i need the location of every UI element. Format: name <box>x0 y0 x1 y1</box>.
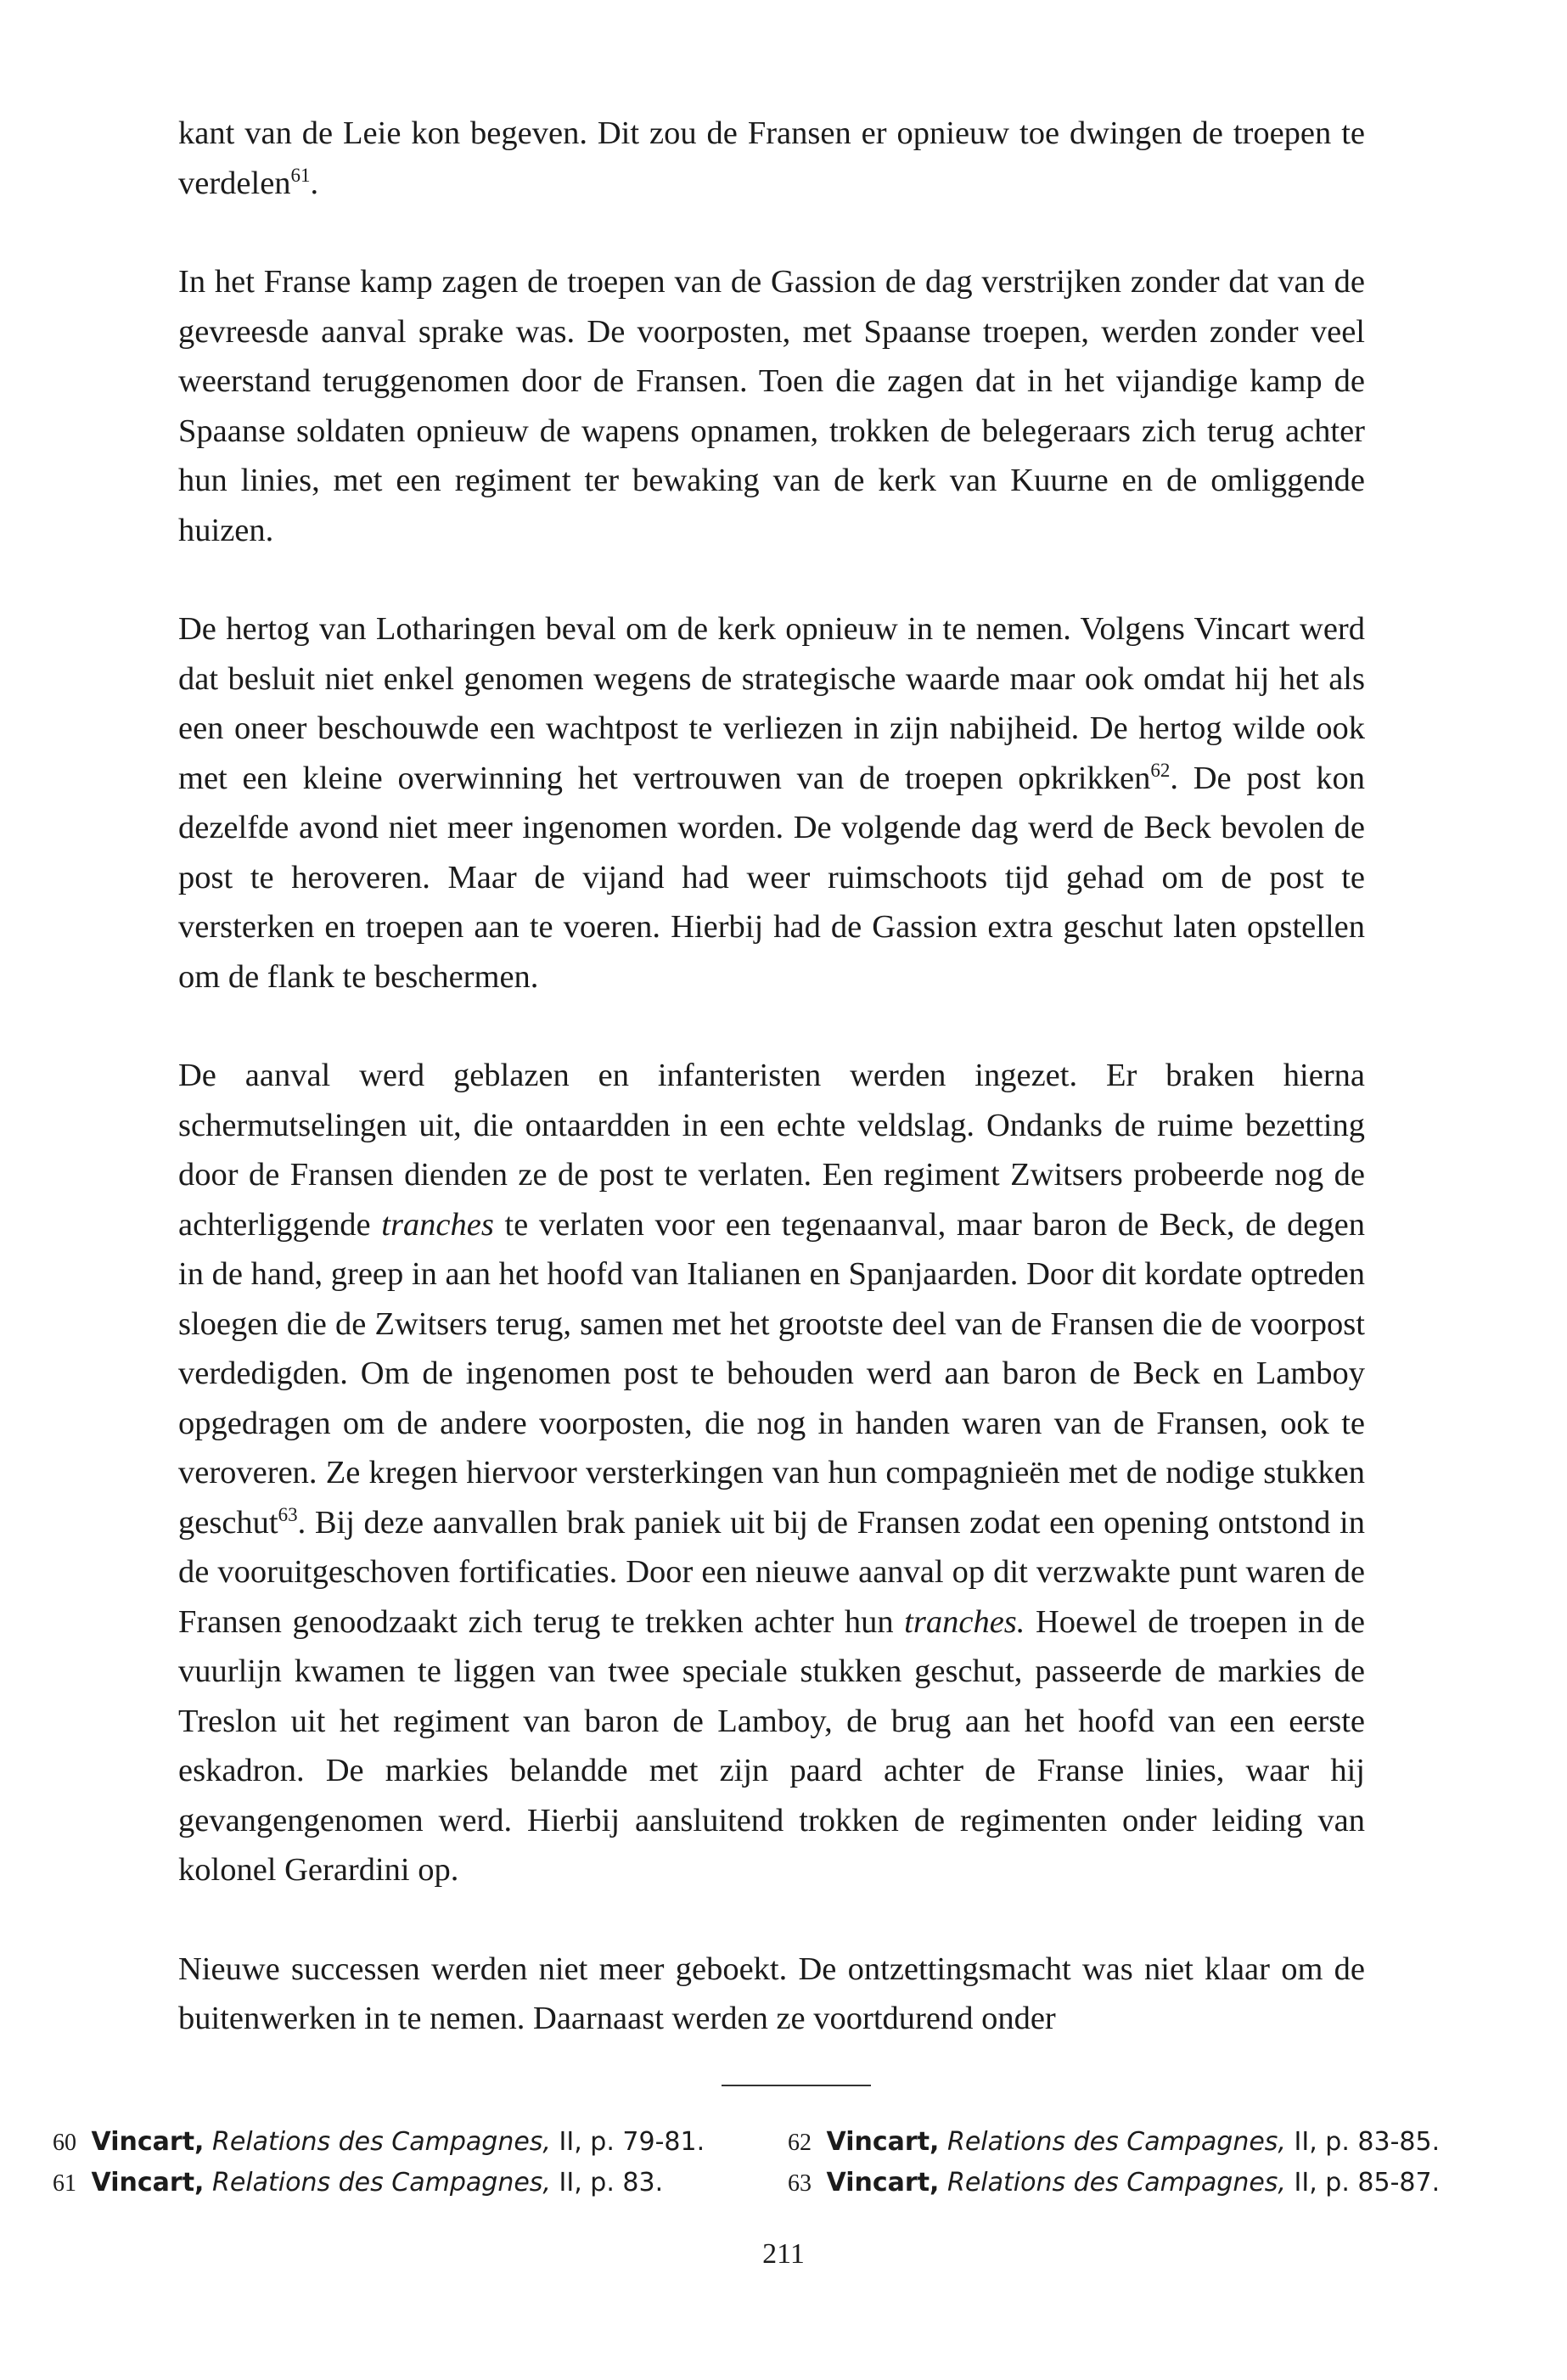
text-run: De hertog van Lotharingen beval om de kerk opnieuw in te nemen. Volgens Vincart werd dat besluit niet enkel genomen wegens de strategische waarde maar ook omdat hij het als een oneer beschouwde een wachtpost te verliezen in zijn nabijheid. De hertog wilde ook met een kleine overwinning het vertrouwen van de troepen opkrikken <box>178 611 1365 796</box>
text-run: . De post kon dezelfde avond niet meer ingenomen worden. De volgende dag werd de Beck bevolen de post te heroveren. Maar de vijand had weer ruimschoots tijd gehad om de post te versterken en troepen aan te voeren. Hierbij had de Gassion extra geschut laten opstellen om de flank te beschermen. <box>178 760 1365 995</box>
footnote-number: 61 <box>53 2170 76 2197</box>
footnote-63 <box>788 2166 1440 2201</box>
footnote-62 <box>788 2125 1440 2160</box>
text-run: . Bij deze aanvallen brak paniek uit bij de Fransen zodat een opening ontstond in de vooruitgeschoven fortificaties. Door een nieuwe aanval op dit verzwakte punt waren de Fransen genoodzaakt zich terug te trekken achter hun <box>178 1504 1365 1640</box>
italic-term: tranches. <box>904 1603 1025 1640</box>
footnote-title: Relations des Campagnes, <box>946 2168 1286 2198</box>
footnote-author: Vincart, <box>826 2127 940 2157</box>
footnote-number: 60 <box>53 2130 76 2156</box>
text-run: kant van de Leie kon begeven. Dit zou de Fransen er opnieuw toe dwingen de troepen te verdelen <box>178 115 1365 201</box>
footnote-divider <box>722 2085 871 2086</box>
footnote-number: 62 <box>788 2130 812 2156</box>
page-number: 211 <box>762 2238 805 2270</box>
footnote-author: Vincart, <box>826 2168 940 2198</box>
footnote-ref: II, p. 85-87. <box>1294 2168 1441 2198</box>
footnote-ref: II, p. 83. <box>559 2168 664 2198</box>
footnote-author: Vincart, <box>91 2168 205 2198</box>
paragraph-5: Nieuwe successen werden niet meer geboekt. De ontzettingsmacht was niet klaar om de buitenwerken in te nemen. Daarnaast werden ze voortdurend onder <box>178 1951 1365 2036</box>
text-run: Hoewel de troepen in de vuurlijn kwamen te liggen van twee speciale stukken geschut, passeerde de markies de Treslon uit het regiment van baron de Lamboy, de brug aan het hoofd van een eerste eskadron. De markies belandde met zijn paard achter de Franse linies, waar hij gevangengenomen werd. Hierbij aansluitend trokken de regimenten onder leiding van kolonel Gerardini op. <box>178 1603 1365 1888</box>
footnote-author: Vincart, <box>91 2127 205 2157</box>
footnote-number: 63 <box>788 2170 812 2197</box>
footnote-ref: II, p. 83-85. <box>1294 2127 1441 2157</box>
text-run: te verlaten voor een tegenaanval, maar baron de Beck, de degen in de hand, greep in aan het hoofd van Italianen en Spanjaarden. Door dit kordate optreden sloegen die de Zwitsers terug, samen met het grootste deel van de Fransen die de voorpost verdedigden. Om de ingenomen post te behouden werd aan baron de Beck en Lamboy opgedragen om de andere voorposten, die nog in handen waren van de Fransen, ook te veroveren. Ze kregen hiervoor versterkingen van hun compagnieën met de nodige stukken geschut <box>178 1206 1366 1541</box>
footnote-title: Relations des Campagnes, <box>946 2127 1286 2157</box>
footnote-ref-61[interactable]: 61 <box>290 164 311 186</box>
footnote-title: Relations des Campagnes, <box>211 2127 551 2157</box>
footnote-ref: II, p. 79-81. <box>559 2127 705 2157</box>
footnote-ref-63[interactable]: 63 <box>278 1503 298 1525</box>
paragraph-3 <box>178 604 1365 1002</box>
paragraph-1 <box>178 109 1365 208</box>
footnote-60 <box>53 2125 705 2160</box>
footnote-title: Relations des Campagnes, <box>211 2168 551 2198</box>
text-run: De aanval werd geblazen en infanteristen werden ingezet. Er braken hierna schermutselingen uit, die ontaardden in een echte veldslag. Ondanks de ruime bezetting door de Fransen dienden ze de post te verlaten. Een regiment Zwitsers probeerde nog de achterliggende <box>178 1058 1365 1243</box>
text-run: . <box>310 165 319 201</box>
paragraph-2: In het Franse kamp zagen de troepen van de Gassion de dag verstrijken zonder dat van de gevreesde aanval sprake was. De voorposten, met Spaanse troepen, werden zonder veel weerstand teruggenomen door de Fransen. Toen die zagen dat in het vijandige kamp de Spaanse soldaten opnieuw de wapens opnamen, trokken de belegeraars zich terug achter hun linies, met een regiment ter bewaking van de kerk van Kuurne en de omliggende huizen. <box>178 264 1365 548</box>
italic-term: tranches <box>381 1206 494 1243</box>
main-text <box>178 109 1365 2044</box>
footnote-61 <box>53 2166 663 2201</box>
footnote-ref-62[interactable]: 62 <box>1150 759 1171 781</box>
paragraph-4 <box>178 1051 1365 1895</box>
